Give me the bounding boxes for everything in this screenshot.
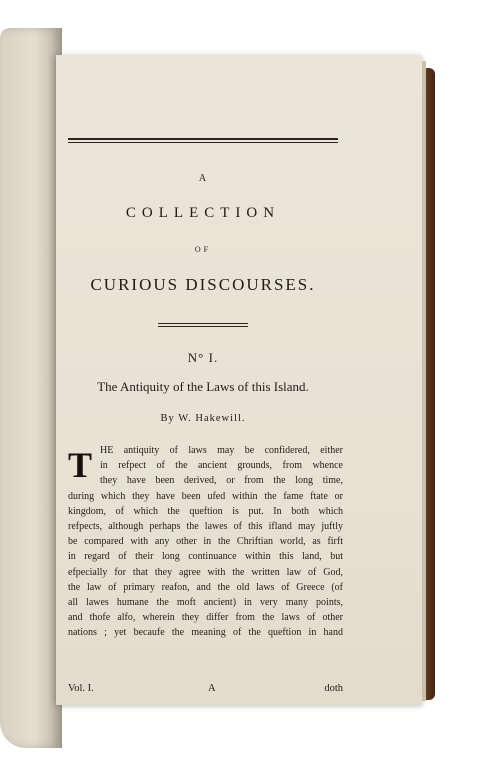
book-page <box>56 55 422 705</box>
title-collection: COLLECTION <box>125 205 281 221</box>
top-rule <box>68 138 338 140</box>
catchword: doth <box>324 683 343 694</box>
title-prefix: A <box>198 173 208 184</box>
signature-mark: A <box>208 683 216 694</box>
body-line: be compared with any other in the Chriftian world, as firft <box>68 536 343 548</box>
body-text <box>68 443 343 641</box>
body-line: in refpect of the ancient grounds, from whence <box>100 460 343 472</box>
body-line: they have been derived, or from the long time, <box>100 475 343 487</box>
body-line: kingdom, of which the queftion is put. In both which <box>68 505 343 517</box>
body-line: HE antiquity of laws may be confidered, either <box>100 445 343 456</box>
section-author: By W. Hakewill. <box>160 413 246 424</box>
left-page-edge <box>0 28 62 748</box>
title-curious-discourses: CURIOUS DISCOURSES. <box>90 275 316 294</box>
body-line: nations ; yet becaufe the meaning of the queftion in hand <box>68 627 343 639</box>
ornamental-rule <box>158 323 248 324</box>
body-line: the law of primary reafon, and the old laws of Greece (of <box>68 581 343 593</box>
body-line: and thofe alfo, wherein they differ from the laws of other <box>68 612 343 624</box>
drop-cap: T <box>68 445 93 485</box>
body-line: during which they have been ufed within the fame ftate or <box>68 490 343 502</box>
volume-label: Vol. I. <box>68 683 94 694</box>
body-line: all lawes humane the moft ancient) in very many points, <box>68 597 343 609</box>
title-of: OF <box>194 245 212 254</box>
body-line: efpecially for that they agree with the written law of God, <box>68 566 343 578</box>
page-edge <box>422 61 426 701</box>
section-subtitle: The Antiquity of the Laws of this Island. <box>97 379 309 394</box>
body-line: in regard of their long continuance within this land, but <box>68 551 343 563</box>
section-number: N° I. <box>187 350 219 365</box>
body-line: refpects, although perhaps the lawes of this ifland may juftly <box>68 521 343 533</box>
